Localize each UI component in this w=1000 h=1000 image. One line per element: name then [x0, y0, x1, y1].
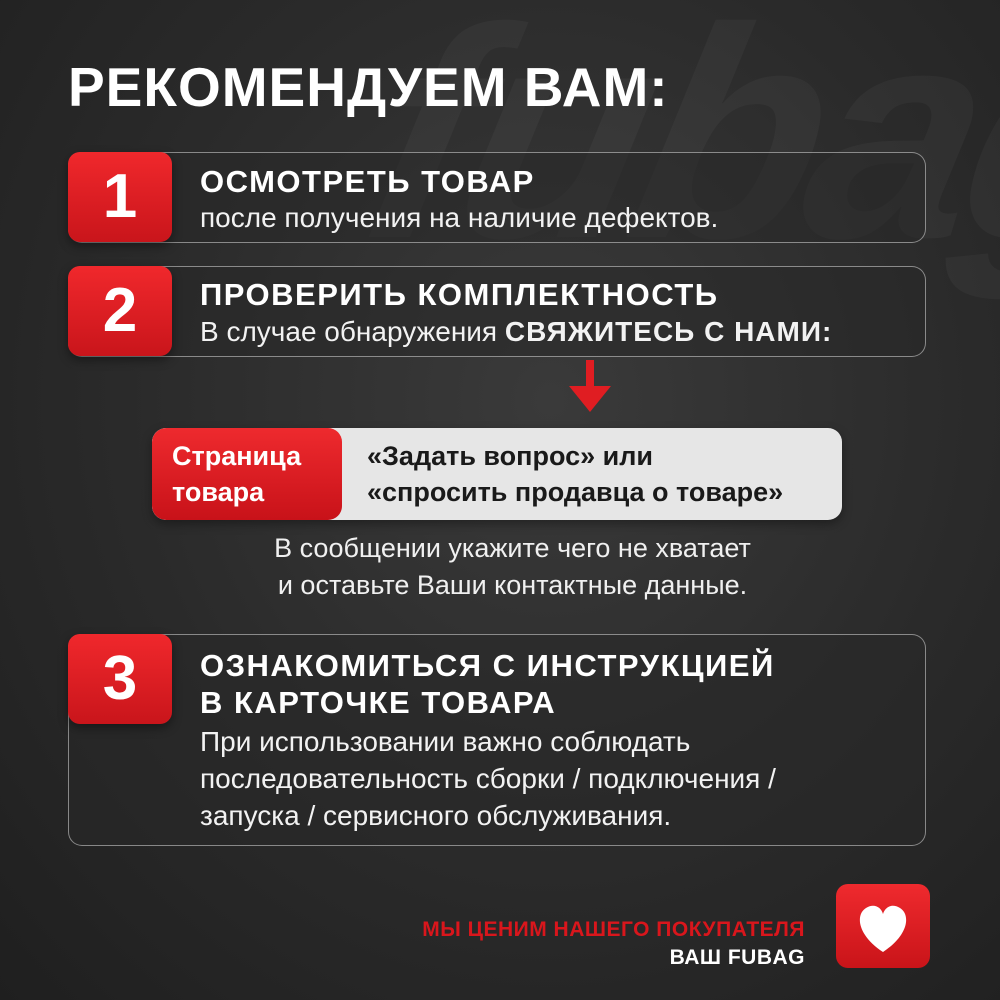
step-2-text: [200, 313, 832, 350]
step-3-title-line1: ОЗНАКОМИТЬСЯ С ИНСТРУКЦИЕЙ: [200, 648, 775, 683]
product-page-tag: [152, 428, 342, 520]
step-2-text-prefix: В случае обнаружения: [200, 316, 498, 347]
step-2-title: ПРОВЕРИТЬ КОМПЛЕКТНОСТЬ: [200, 277, 719, 312]
page-title: РЕКОМЕНДУЕМ ВАМ:: [68, 56, 669, 118]
footer-signature: ВАШ FUBAG: [669, 946, 805, 969]
step-1-text: после получения на наличие дефектов.: [200, 202, 719, 233]
heart-badge: [836, 884, 930, 968]
message-instructions: [0, 530, 1000, 604]
step-1-title: ОСМОТРЕТЬ ТОВАР: [200, 164, 535, 199]
step-2-badge: 2: [68, 266, 172, 356]
message-instructions-line1: В сообщении укажите чего не хватает: [274, 533, 751, 563]
heart-icon: [836, 884, 930, 968]
ask-seller-option: «спросить продавца о товаре»: [367, 477, 784, 507]
step-3-badge: 3: [68, 634, 172, 724]
message-instructions-line2: и оставьте Ваши контактные данные.: [277, 570, 748, 600]
step-1-badge: 1: [68, 152, 172, 242]
step-3-text-line3: запуска / сервисного обслуживания.: [200, 800, 672, 831]
step-3-title-line2: В КАРТОЧКЕ ТОВАРА: [200, 685, 557, 720]
ask-question-option: «Задать вопрос» или: [367, 441, 653, 471]
arrow-down-icon: [565, 360, 615, 415]
contact-us-callout: СВЯЖИТЕСЬ С НАМИ:: [504, 316, 833, 347]
step-3-text-line1: При использовании важно соблюдать: [200, 726, 691, 757]
step-3-text-line2: последовательность сборки / подключения /: [200, 763, 776, 794]
product-page-label-line2: товара: [172, 477, 265, 507]
footer-slogan: МЫ ЦЕНИМ НАШЕГО ПОКУПАТЕЛЯ: [422, 918, 805, 941]
contact-methods-panel: [152, 428, 842, 520]
product-page-label-line1: Страница: [172, 441, 302, 471]
step-3-text: [200, 723, 776, 834]
